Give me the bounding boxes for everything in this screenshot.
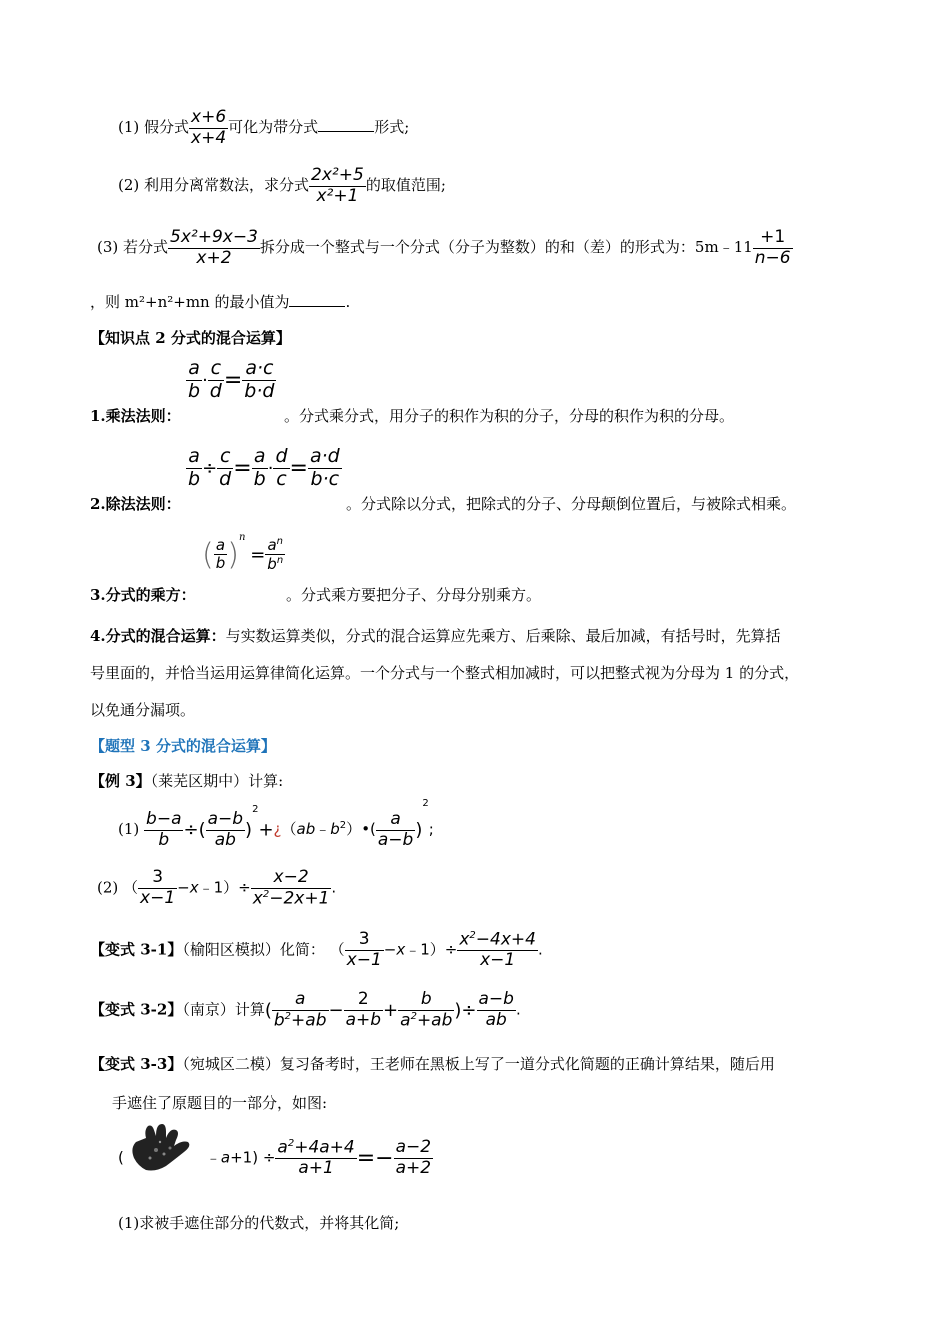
item-text: 利用分离常数法，求分式 <box>144 176 310 195</box>
variant-3-3-equation: ( ﹣a+1) ÷ $\frac{a^2+4a+4}{a+1}$ =− $\frac{a-2}{a+2}$ <box>118 1137 432 1179</box>
question-2-line <box>118 166 446 206</box>
fraction: $\frac{\text{5x²+9x−3}}{x+2}$ <box>170 227 258 268</box>
variant-text: （宛城区二模）复习备考时，王老师在黑板上写了一道分式化简题的正确计算结果，随后用 <box>182 1055 775 1073</box>
variant-label: 【变式 3-2】 <box>90 1000 183 1019</box>
variant-3-2: 【变式 3-2】（南京）计算( $\frac{a}{b^2+ab}$ − $\frac{2}{a+b}$ + $\frac{b}{a^2+ab}$ )÷ $\frac{a-b}{ab}$ . <box>90 989 521 1031</box>
rule-label: 3.分式的乘方： <box>90 586 196 604</box>
example-3-part-1: (1) $\frac{b-a}{b}$ ÷( $\frac{a-b}{ab}$ )$^2+¿(ab﹣b^2)•$( $\frac{a}{a-b}$ )$^2$; <box>118 798 434 850</box>
fraction: $\frac{\text{2x²+5}}{\text{x²+1}}$ <box>311 165 364 206</box>
rule-label: 2.除法法则： <box>90 495 181 513</box>
example-3-part-2: (2) （ $\frac{3}{x-1}$ −x﹣1）÷ $\frac{x-2}{x^2-2x+1}$ . <box>97 867 337 909</box>
variant-label: 【变式 3-1】 <box>90 940 183 959</box>
multiplication-formula: $\frac{a}{b}$ · $\frac{c}{d}$ = $\frac{a\cdot c}{b\cdot d}$ <box>188 357 275 402</box>
variant-text: （南京）计算 <box>182 1000 265 1019</box>
variant-3-1: 【变式 3-1】（榆阳区模拟）化简： （ $\frac{3}{x-1}$ −x﹣1）÷ $\frac{x^2-4x+4}{x-1}$ . <box>90 929 543 971</box>
item-number: (1) <box>118 820 140 839</box>
division-formula: $\frac{a}{b}$ ÷ $\frac{c}{d}$ = $\frac{a}{b}$ · $\frac{d}{c}$ = $\frac{a\cdot d}{b\cdot c}$ <box>188 445 340 490</box>
variant-3-3-sub-1: (1)求被手遮住部分的代数式，并将其化简; <box>118 1214 400 1232</box>
item-number: (3) <box>97 238 119 257</box>
rule-4-line-2: 号里面的，并恰当运用运算律简化运算。一个分式与一个整式相加减时，可以把整式视为分母为 1 的分式， <box>90 664 800 682</box>
fraction: $\frac{+1}{n-6}$ <box>754 227 791 268</box>
fraction: $\frac{x+6}{x+4}$ <box>191 107 227 148</box>
rule-3-text: 。分式乘方要把分子、分母分别乘方。 <box>286 586 542 604</box>
variant-3-3-line-2: 手遮住了原题目的一部分，如图: <box>112 1094 328 1112</box>
rule-label: 4.分式的混合运算： <box>90 627 226 645</box>
example-label: 【例 3】 <box>90 772 151 790</box>
rule-label: 1.乘法法则： <box>90 407 181 425</box>
variant-label: 【变式 3-3】 <box>90 1055 183 1073</box>
variant-3-3 <box>90 1053 775 1074</box>
item-text: 形式; <box>374 118 410 137</box>
question-3-line <box>97 228 793 268</box>
item-text: 可化为带分式 <box>228 118 319 137</box>
item-text: 假分式 <box>144 118 190 137</box>
rule-text: 与实数运算类似，分式的混合运算应先乘方、后乘除、最后加减，有括号时，先算括 <box>225 627 781 645</box>
item-number: (2) <box>97 878 119 897</box>
rule-2-text: 。分式除以分式，把除式的分子、分母颠倒位置后，与被除式相乘。 <box>346 495 797 513</box>
question-1-line <box>118 108 409 148</box>
power-formula: ( $\frac{a}{b}$ )$^n$ = $\frac{a^n}{b^n}$ <box>202 532 284 574</box>
knowledge-heading: 【知识点 2 分式的混合运算】 <box>90 329 291 347</box>
item-text: 若分式 <box>123 238 169 257</box>
rule-4 <box>90 625 781 646</box>
example-text: （莱芜区期中）计算: <box>150 772 284 790</box>
item-text: 的取值范围; <box>365 176 446 195</box>
item-text: ，则 m²+n²+mn 的最小值为 <box>90 293 290 311</box>
answer-blank <box>318 117 374 132</box>
example-3-header <box>90 770 283 791</box>
item-number: (2) <box>118 176 140 195</box>
answer-blank <box>289 292 345 307</box>
rule-1 <box>90 405 181 426</box>
rule-2 <box>90 493 181 514</box>
rule-1-text: 。分式乘分式，用分子的积作为积的分子，分母的积作为积的分母。 <box>284 407 735 425</box>
question-3-line-2 <box>90 291 350 312</box>
type-3-heading: 【题型 3 分式的混合运算】 <box>90 737 276 755</box>
item-number: (1) <box>118 118 140 137</box>
item-text: 拆分成一个整式与一个分式（分子为整数）的和（差）的形式为：5m﹣11 <box>259 238 753 257</box>
variant-text: （榆阳区模拟）化简： <box>182 940 325 959</box>
rule-4-line-3: 以免通分漏项。 <box>90 701 196 719</box>
rule-3 <box>90 584 196 605</box>
period: . <box>345 293 351 311</box>
